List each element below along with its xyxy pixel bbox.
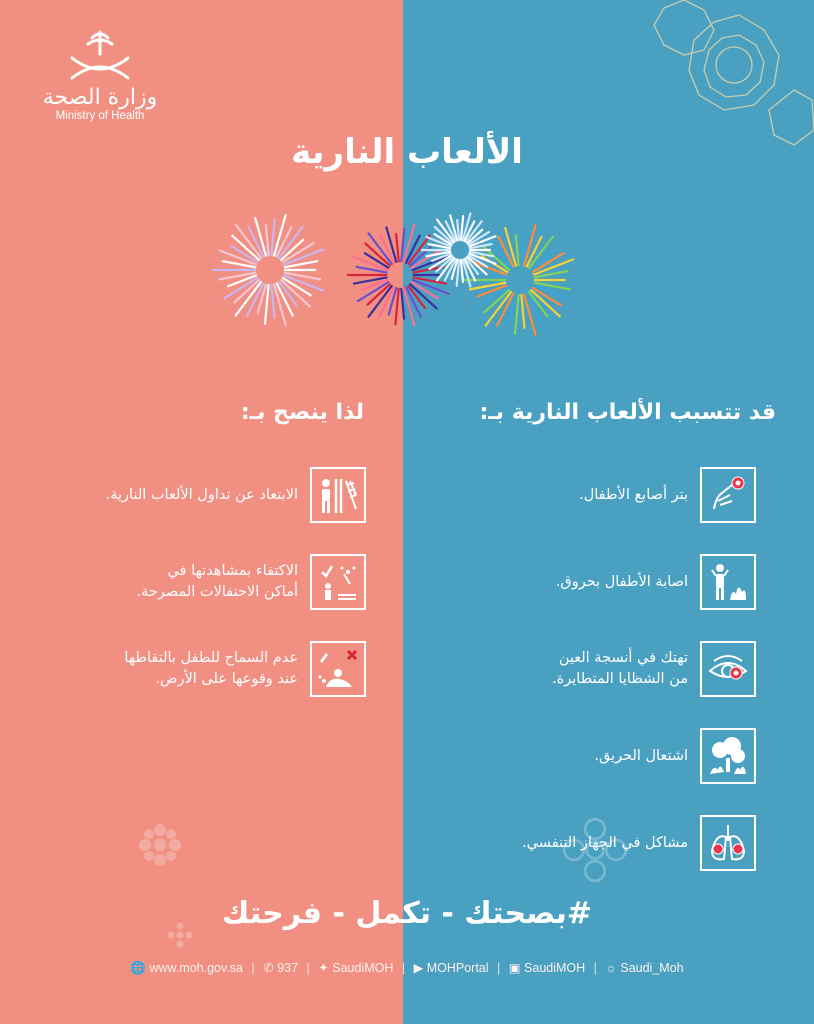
firework-ray [515, 295, 519, 334]
firework-ray [521, 229, 524, 265]
snapchat-icon: ☼ [605, 961, 617, 975]
risk-item [522, 815, 756, 871]
advice-text-line: عند وقوعها على الأرض. [155, 671, 298, 687]
risk-item [556, 554, 756, 610]
risk-item [579, 467, 756, 523]
ministry-logo [30, 28, 170, 138]
risk-text-line: تهتك في أنسجة العين [558, 650, 688, 666]
firework-ray [401, 289, 404, 319]
fire-tree-icon [700, 728, 756, 784]
facebook-handle[interactable]: SaudiMOH [524, 961, 586, 975]
fireworks-illustration [200, 190, 620, 370]
risk-item [552, 641, 756, 697]
advice-item [106, 467, 366, 523]
risk-item [594, 728, 756, 784]
risk-text-line: من الشظايا المتطايرة. [552, 671, 688, 687]
phone-icon: ✆ [263, 961, 274, 975]
child-burn-icon [700, 554, 756, 610]
risk-text-line: اصابة الأطفال بحروق. [555, 573, 688, 590]
risk-text-line: اشتعال الحريق. [594, 747, 688, 764]
footer-contacts: 🌐 www.moh.gov.sa | ✆ 937 | ✦ SaudiMOH | ▶ MOHPortal | ▣ SaudiMOH | ☼ Saudi_Moh [130, 961, 684, 975]
youtube-icon: ▶ [413, 961, 424, 975]
advice-text-line: أماكن الاحتفالات المصرحة. [136, 584, 298, 600]
advice-item [124, 641, 366, 697]
watch-celebration-icon [310, 554, 366, 610]
flower-decoration [560, 815, 630, 885]
firework-ray [266, 225, 269, 255]
risk-text-line: مشاكل في الجهاز التنفسي. [522, 834, 688, 851]
lungs-icon [700, 815, 756, 871]
risk-text-line: بتر أصابع الأطفال. [579, 486, 688, 503]
twitter-icon: ✦ [318, 961, 329, 975]
saudi-emblem-icon [60, 28, 140, 84]
youtube-handle[interactable]: MOHPortal [426, 961, 489, 975]
facebook-icon: ▣ [508, 961, 521, 975]
firework-ray [395, 289, 398, 325]
firework-ray [271, 285, 274, 318]
logo-english-text: Ministry of Health [55, 110, 145, 122]
advice-text-line: الابتعاد عن تداول الألعاب النارية. [105, 486, 298, 503]
advice-heading: لذا ينصح بـ: [240, 400, 364, 425]
flower-decoration [135, 820, 185, 870]
page-title: الألعاب النارية [291, 132, 523, 172]
firework-ray [516, 235, 519, 265]
risks-heading: قد تتسبب الألعاب النارية بـ: [479, 400, 776, 425]
phone-number[interactable]: 937 [277, 961, 299, 975]
child-pick-up-icon [310, 641, 366, 697]
advice-text-line: عدم السماح للطفل بالتقاطها [124, 650, 298, 666]
child-fireworks-distance-icon [310, 467, 366, 523]
eye-injury-icon [700, 641, 756, 697]
firework-ray [457, 220, 459, 240]
website-link[interactable]: www.moh.gov.sa [149, 961, 243, 975]
firework-ray [401, 228, 404, 261]
firework-ray [265, 285, 269, 324]
advice-text-line: الاكتفاء بمشاهدتها في [167, 563, 298, 579]
logo-arabic-text: وزارة الصحة [42, 85, 158, 110]
hashtag-slogan: #بصحتك - تكمل - فرحتك [221, 896, 593, 931]
snapchat-handle[interactable]: Saudi_Moh [620, 961, 684, 975]
twitter-handle[interactable]: SaudiMOH [332, 961, 394, 975]
firework-ray [396, 234, 399, 261]
advice-item [137, 554, 366, 610]
firework-ray [521, 295, 524, 328]
firework-ray [271, 219, 274, 255]
injured-finger-icon [700, 467, 756, 523]
globe-icon: 🌐 [130, 961, 146, 975]
